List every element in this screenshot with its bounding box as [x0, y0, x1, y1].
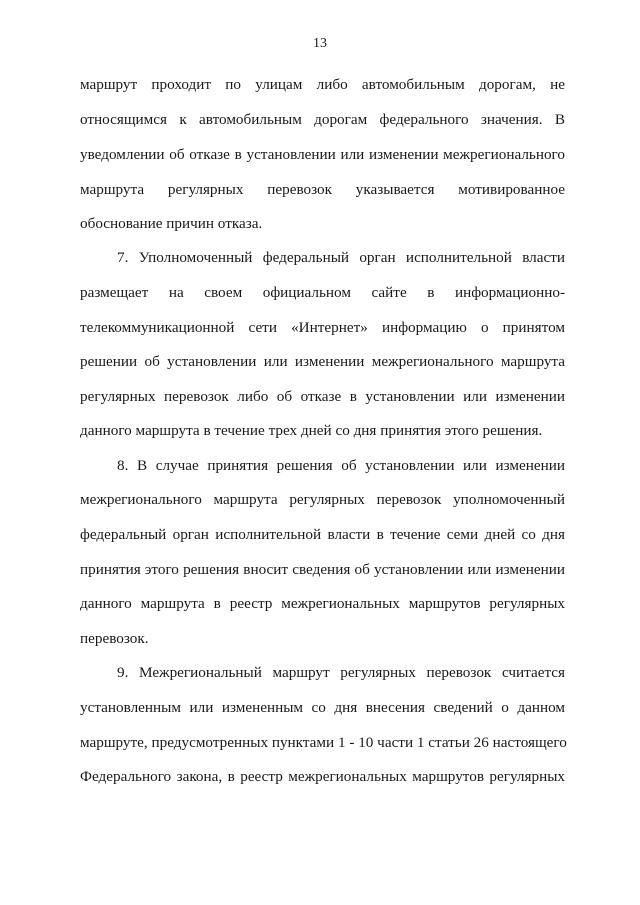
paragraph-8-line-5: данного маршрута в реестр межрегиональных маршрутов регулярных [80, 595, 565, 612]
paragraph-8-line-2: межрегионального маршрута регулярных перевозок уполномоченный [80, 491, 565, 508]
paragraph-1-line-5: обоснование причин отказа. [80, 215, 263, 232]
paragraph-9-line-3: маршруте, предусмотренных пунктами 1 - 10 части 1 статьи 26 настоящего [80, 734, 567, 751]
paragraph-7-line-3: телекоммуникационной сети «Интернет» информацию о принятом [80, 319, 565, 336]
paragraph-1-line-4: маршрута регулярных перевозок указывается мотивированное [80, 181, 565, 198]
page-number: 13 [313, 36, 327, 51]
paragraph-1-line-1: маршрут проходит по улицам либо автомобильным дорогам, не [80, 76, 565, 93]
paragraph-7-line-5: регулярных перевозок либо об отказе в установлении или изменении [80, 388, 565, 405]
paragraph-8-line-3: федеральный орган исполнительной власти в течение семи дней со дня [80, 526, 565, 543]
paragraph-9-line-2: установленным или измененным со дня внесения сведений о данном [80, 699, 565, 716]
paragraph-8-line-1: 8. В случае принятия решения об установлении или изменении [117, 457, 565, 474]
paragraph-8-line-6: перевозок. [80, 630, 149, 647]
paragraph-7-line-4: решении об установлении или изменении межрегионального маршрута [80, 353, 565, 370]
paragraph-7-line-1: 7. Уполномоченный федеральный орган исполнительной власти [117, 249, 565, 266]
paragraph-1-line-2: относящимся к автомобильным дорогам федерального значения. В [80, 111, 565, 128]
paragraph-8-line-4: принятия этого решения вносит сведения об установлении или изменении [80, 561, 565, 578]
paragraph-1-line-3: уведомлении об отказе в установлении или изменении межрегионального [80, 146, 565, 163]
paragraph-9-line-4: Федерального закона, в реестр межрегиональных маршрутов регулярных [80, 768, 565, 785]
paragraph-9-line-1: 9. Межрегиональный маршрут регулярных перевозок считается [117, 664, 565, 681]
paragraph-7-line-2: размещает на своем официальном сайте в информационно- [80, 284, 565, 301]
paragraph-7-line-6: данного маршрута в течение трех дней со дня принятия этого решения. [80, 422, 543, 439]
